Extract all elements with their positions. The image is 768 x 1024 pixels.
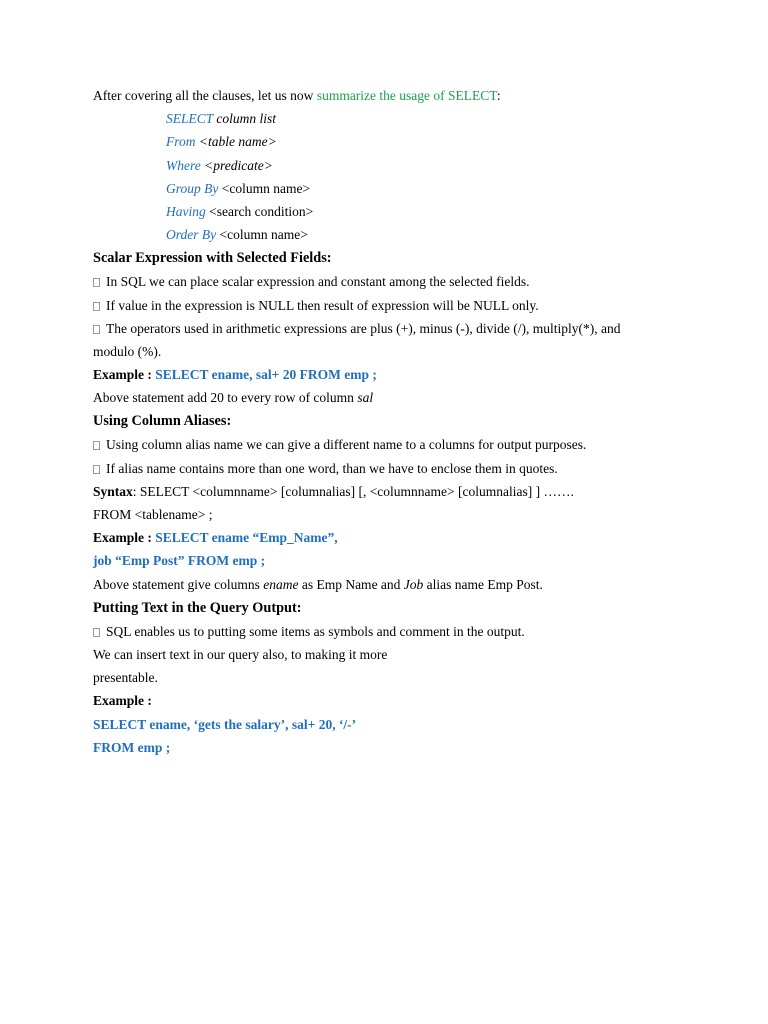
- bullet-box-icon: [93, 465, 100, 474]
- bullet-text: Using column alias name we can give a different name to a columns for output purposes.: [106, 437, 587, 453]
- intro-line: [93, 84, 663, 107]
- paragraph-line: We can insert text in our query also, to making it more: [93, 646, 388, 662]
- syntax-line-having: [93, 200, 663, 223]
- syntax-keyword: Where: [166, 157, 201, 173]
- example-note: [93, 573, 663, 596]
- bullet-continuation: modulo (%).: [93, 343, 162, 359]
- note-text: Above statement give columns: [93, 576, 264, 592]
- note-italic: ename: [263, 576, 299, 592]
- bullet-item: [93, 620, 663, 643]
- syntax-keyword: Order By: [166, 227, 217, 243]
- section-heading-aliases: Using Column Aliases:: [93, 413, 232, 430]
- syntax-label: Syntax: [93, 483, 133, 499]
- example-note: [93, 386, 663, 409]
- bullet-item: [93, 294, 663, 317]
- bullet-text: In SQL we can place scalar expression and constant among the selected fields.: [106, 274, 530, 290]
- syntax-keyword: SELECT: [166, 111, 214, 127]
- syntax-rest: <predicate>: [200, 157, 273, 173]
- example-label: Example :: [93, 367, 156, 383]
- syntax-line-where: [93, 154, 663, 177]
- intro-text: After covering all the clauses, let us now: [93, 88, 317, 103]
- section-heading-scalar: Scalar Expression with Selected Fields:: [93, 250, 332, 267]
- bullet-box-icon: [93, 302, 100, 311]
- bullet-text: SQL enables us to putting some items as symbols and comment in the output.: [106, 623, 525, 639]
- syntax-line-select: [93, 107, 663, 130]
- note-text: alias name Emp Post.: [423, 576, 543, 592]
- bullet-box-icon: [93, 278, 100, 287]
- bullet-item: [93, 433, 663, 456]
- syntax-keyword: Group By: [166, 180, 219, 196]
- bullet-box-icon: [93, 325, 100, 334]
- bullet-item: [93, 270, 663, 293]
- paragraph-line: presentable.: [93, 670, 158, 686]
- syntax-rest: <column name>: [218, 180, 311, 196]
- intro-colon: :: [496, 88, 501, 103]
- syntax-line-group-by: [93, 177, 663, 200]
- syntax-keyword: Having: [166, 203, 206, 219]
- bullet-box-icon: [93, 441, 100, 450]
- example-label: Example :: [93, 530, 156, 546]
- example-line: [93, 363, 663, 386]
- note-text: as Emp Name and: [298, 576, 404, 592]
- syntax-rest: <table name>: [195, 134, 277, 150]
- note-text: Above statement add 20 to every row of column: [93, 390, 358, 406]
- bullet-item: [93, 317, 663, 340]
- syntax-keyword: From: [166, 134, 196, 150]
- example-code: SELECT ename “Emp_Name”,: [155, 530, 338, 546]
- syntax-rest: <search condition>: [205, 203, 314, 219]
- section-heading-text-output: Putting Text in the Query Output:: [93, 599, 302, 616]
- syntax-rest: <column name>: [216, 227, 308, 243]
- bullet-text: The operators used in arithmetic expressions are plus (+), minus (-), divide (/), multiply(*), and: [106, 320, 621, 336]
- syntax-line-from: [93, 130, 663, 153]
- bullet-text: If value in the expression is NULL then result of expression will be NULL only.: [106, 297, 539, 313]
- syntax-continuation: FROM <tablename> ;: [93, 507, 213, 522]
- example-code-continuation: job “Emp Post” FROM emp ;: [93, 553, 266, 569]
- syntax-rest: column list: [213, 111, 277, 127]
- bullet-box-icon: [93, 628, 100, 637]
- document-content: [93, 84, 663, 759]
- syntax-text: : SELECT <columnname> [columnalias] [, <columnname> [columnalias] ] …….: [132, 483, 574, 499]
- example-code: SELECT ename, sal+ 20 FROM emp ;: [155, 367, 377, 383]
- note-italic: sal: [357, 390, 374, 406]
- note-italic: Job: [403, 576, 424, 592]
- bullet-text: If alias name contains more than one word, than we have to enclose them in quotes.: [106, 460, 558, 476]
- example-label: Example :: [93, 693, 152, 709]
- bullet-item: [93, 457, 663, 480]
- example-code-continuation: FROM emp ;: [93, 739, 171, 755]
- syntax-line-order-by: [93, 223, 663, 246]
- intro-highlight: summarize the usage of SELECT: [316, 88, 497, 103]
- syntax-line: [93, 480, 663, 503]
- example-line: [93, 526, 663, 549]
- example-code: SELECT ename, ‘gets the salary’, sal+ 20, ‘/-’: [93, 716, 357, 732]
